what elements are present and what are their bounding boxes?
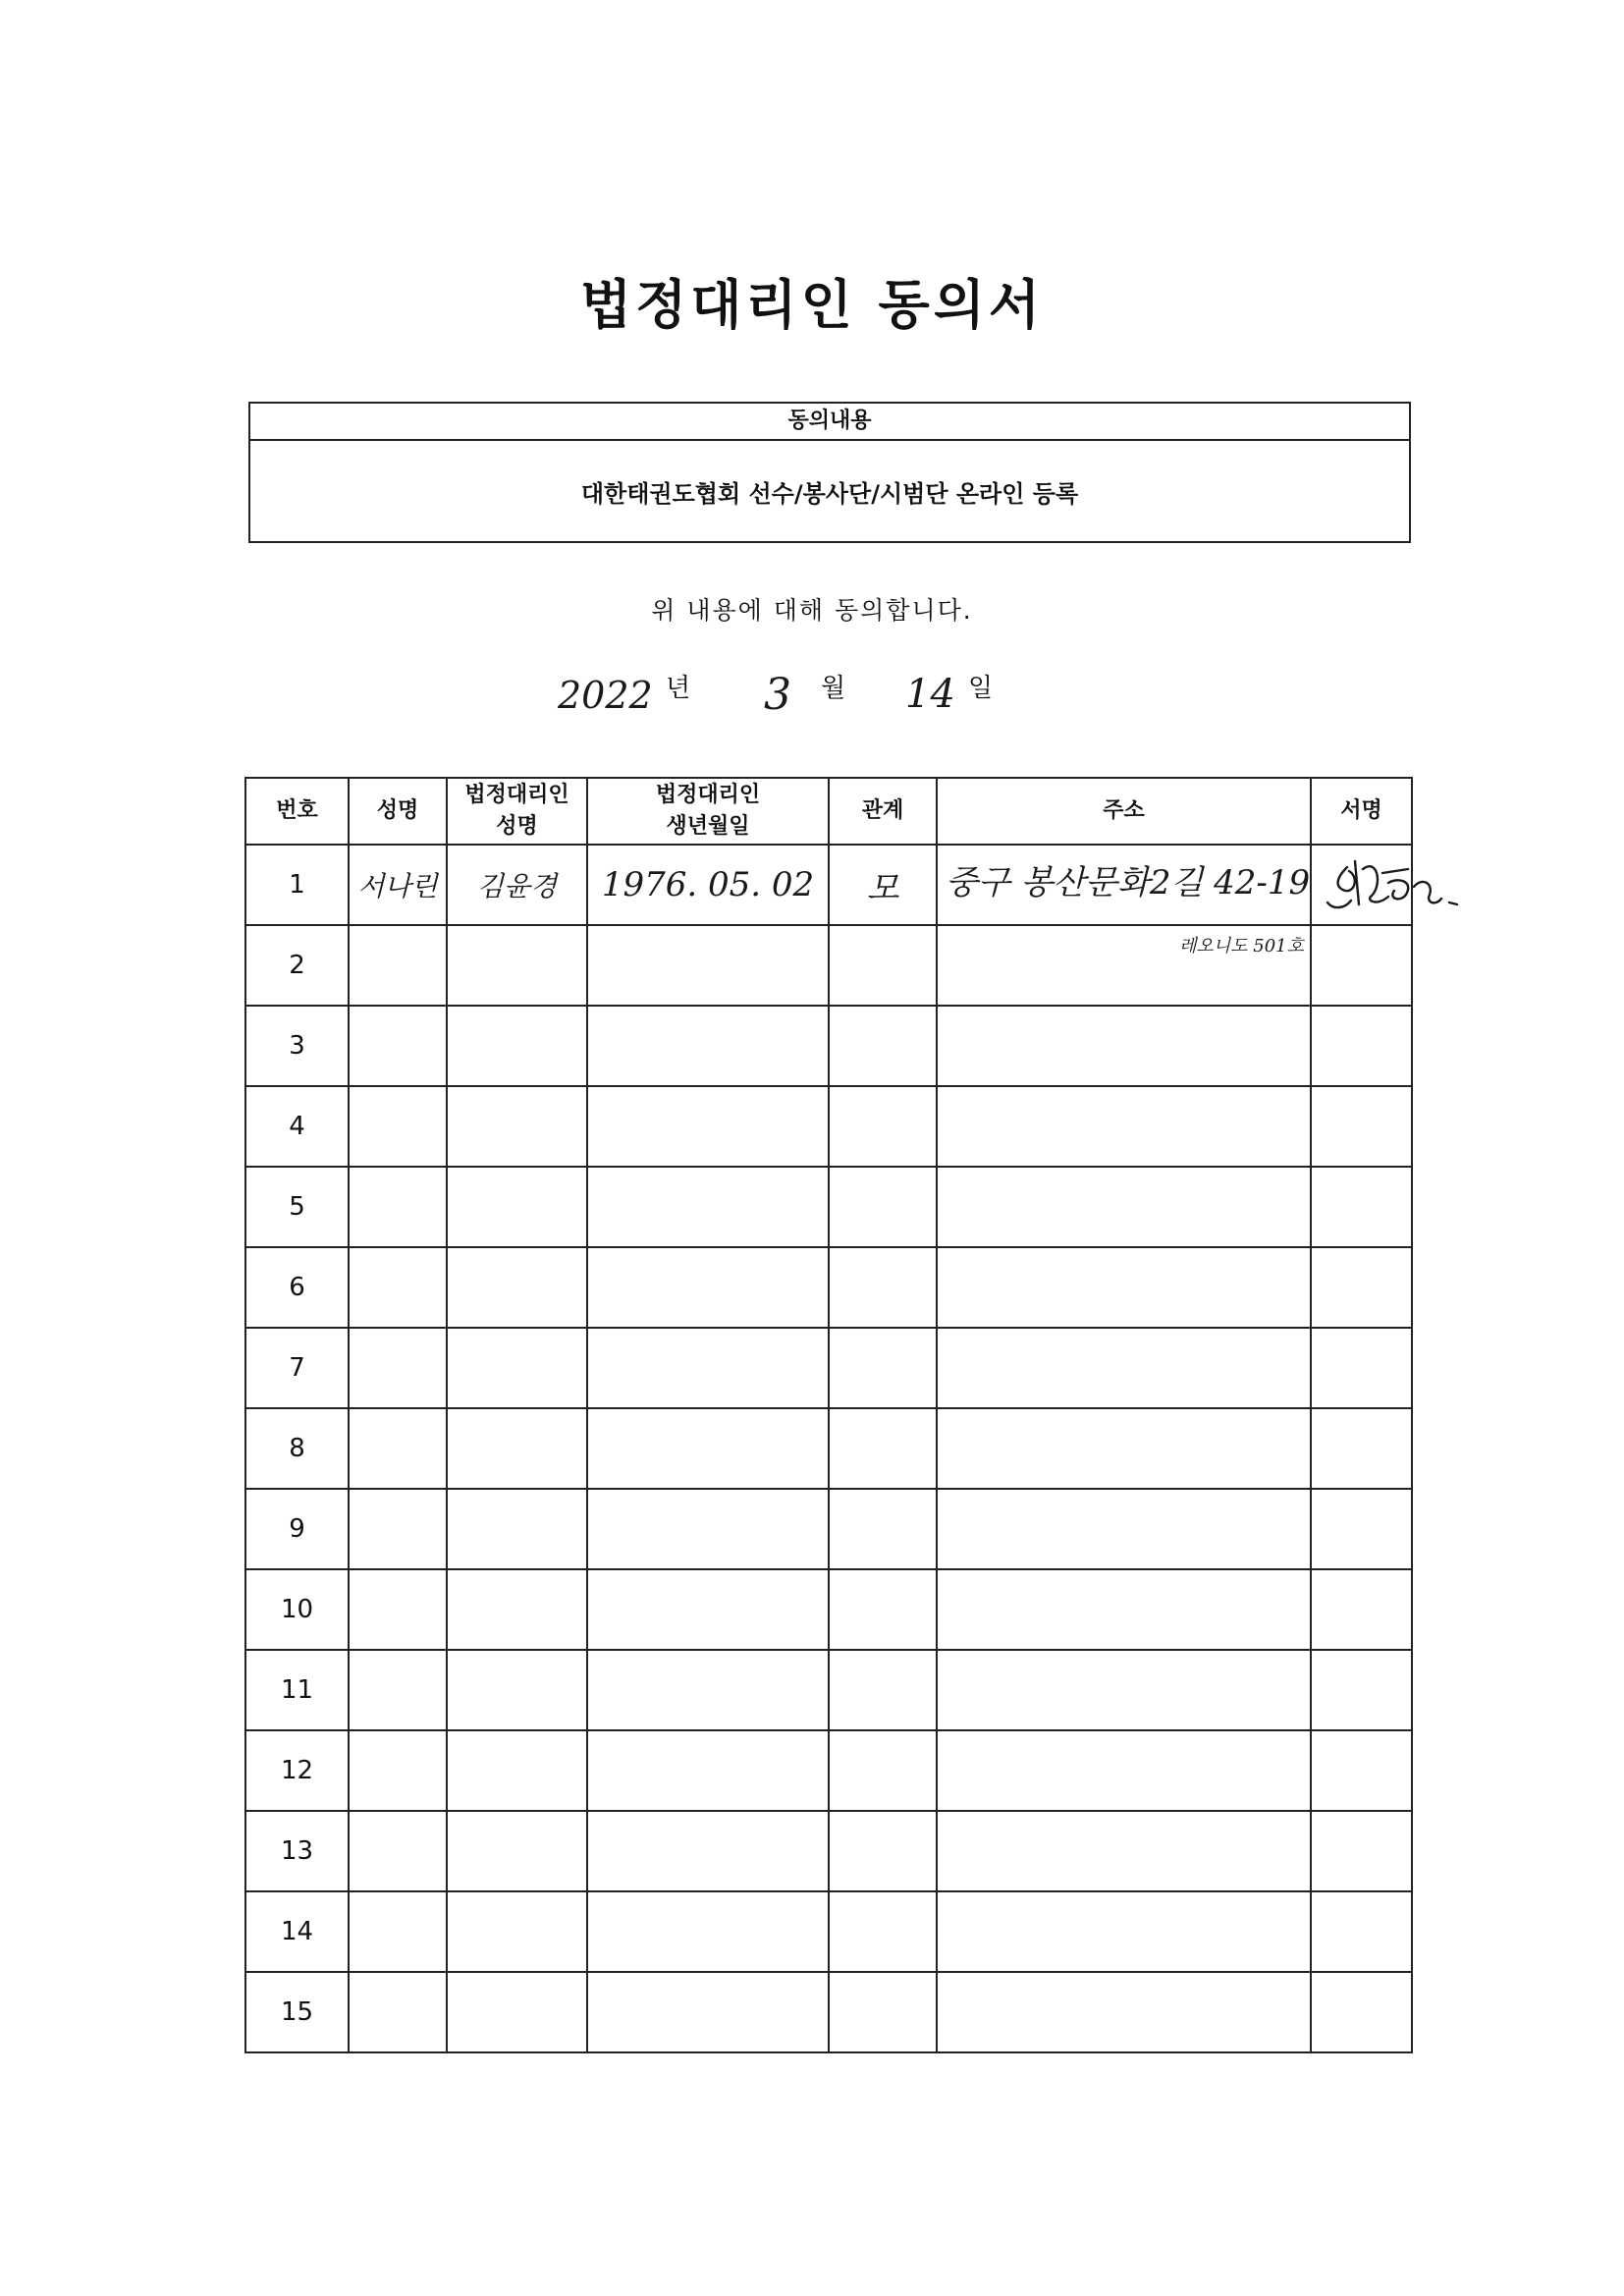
row-address [937,1167,1311,1247]
table-row [245,1972,1412,2052]
row-name [349,1891,447,1972]
row-guardian-birth [587,1167,829,1247]
header-relation: 관계 [829,778,937,845]
row-address [937,1489,1311,1569]
row-name [349,1972,447,2052]
row-signature [1311,1489,1412,1569]
row-signature [1311,1167,1412,1247]
row-signature [1311,1972,1412,2052]
row-no: 15 [245,1972,349,2052]
row-signature [1311,1891,1412,1972]
row-guardian-birth [587,1006,829,1086]
row-address [937,1891,1311,1972]
row-guardian-birth [587,1891,829,1972]
date-month-label: 월 [821,674,846,703]
row-guardian-birth [587,1730,829,1811]
row-no: 1 [245,845,349,925]
table-row [245,1891,1412,1972]
row-signature [1311,1811,1412,1891]
row-name [349,1247,447,1328]
row-no: 6 [245,1247,349,1328]
row-name [349,1167,447,1247]
row-signature [1311,1247,1412,1328]
table-row [245,1167,1412,1247]
row-address-main: 중구 봉산문화2길 42-19 [946,863,1311,902]
row-name [349,1328,447,1408]
row-no: 3 [245,1006,349,1086]
table-row [245,1408,1412,1489]
row-guardian-name [447,925,587,1006]
row-signature [1311,1006,1412,1086]
row-guardian-birth [587,1811,829,1891]
row-relation [829,1006,937,1086]
header-guardian-birth-line2: 생년월일 [666,814,750,839]
header-address: 주소 [937,778,1311,845]
row-guardian-birth [587,1650,829,1730]
row-guardian-birth [587,1972,829,2052]
table-header-row [245,778,1412,845]
row-address [937,1569,1311,1650]
header-guardian-birth-line1: 법정대리인 [655,783,761,807]
registration-table [244,777,1413,2053]
row-no: 12 [245,1730,349,1811]
row-signature [1311,1569,1412,1650]
row-guardian-name [447,1006,587,1086]
table-row [245,1811,1412,1891]
row-name [349,925,447,1006]
row-no: 8 [245,1408,349,1489]
row-guardian-name [447,1489,587,1569]
row-name [349,1086,447,1167]
table-row [245,1489,1412,1569]
header-signature: 서명 [1311,778,1412,845]
date-month: 3 [764,670,791,720]
table-row [245,1730,1412,1811]
header-guardian-name-line1: 법정대리인 [464,783,569,807]
row-relation [829,1408,937,1489]
row-address [937,845,1311,957]
row-relation [829,1086,937,1167]
row-guardian-birth [587,1489,829,1569]
row-relation [829,925,937,1006]
row-relation: 모 [829,845,937,925]
row-signature [1311,1086,1412,1167]
row-no: 5 [245,1167,349,1247]
row-no: 9 [245,1489,349,1569]
table-row [245,1328,1412,1408]
row-address [937,1006,1311,1086]
row-signature [1311,1408,1412,1489]
row-relation [829,1730,937,1811]
row-name [349,1811,447,1891]
row-guardian-birth [587,1328,829,1408]
row-name [349,1569,447,1650]
row-name [349,1006,447,1086]
consent-content: 대한태권도협회 선수/봉사단/시범단 온라인 등록 [580,479,1079,508]
row-relation [829,1811,937,1891]
row-guardian-name [447,1408,587,1489]
row-guardian-name [447,1086,587,1167]
table-row [245,1569,1412,1650]
signature-mark [1320,847,1467,922]
header-guardian-name-line2: 성명 [496,814,538,839]
row-no: 13 [245,1811,349,1891]
row-guardian-birth [587,1408,829,1489]
consent-box [248,402,1411,543]
row-guardian-name: 김윤경 [447,845,587,925]
row-guardian-name [447,1972,587,2052]
row-guardian-name [447,1569,587,1650]
row-name [349,1650,447,1730]
row-address [937,1408,1311,1489]
row-address [937,1328,1311,1408]
header-guardian-name [447,778,587,845]
row-relation [829,1891,937,1972]
table-body [245,845,1412,2052]
row-address [937,1811,1311,1891]
row-address [937,1730,1311,1811]
agree-statement: 위 내용에 대해 동의합니다. [651,596,973,625]
table-row [245,1086,1412,1167]
row-address [937,1247,1311,1328]
header-no: 번호 [245,778,349,845]
date-day: 14 [905,672,955,717]
row-relation [829,1569,937,1650]
row-signature [1311,845,1412,925]
row-guardian-name [447,1891,587,1972]
row-signature [1311,1650,1412,1730]
row-no: 14 [245,1891,349,1972]
date-day-label: 일 [968,674,994,703]
table-row [245,1006,1412,1086]
row-guardian-name [447,1811,587,1891]
row-name: 서나린 [349,845,447,925]
row-relation [829,1167,937,1247]
row-address [937,925,1311,1006]
table-row [245,1650,1412,1730]
row-guardian-name [447,1167,587,1247]
consent-header: 동의내용 [250,404,1409,441]
row-guardian-birth: 1976. 05. 02 [587,845,829,925]
row-no: 4 [245,1086,349,1167]
row-guardian-name [447,1650,587,1730]
row-address [937,1086,1311,1167]
row-name [349,1489,447,1569]
table-row [245,845,1412,925]
row-address-detail: 레오니도 501호 [1178,936,1304,957]
row-guardian-birth [587,1247,829,1328]
row-guardian-name [447,1328,587,1408]
header-name: 성명 [349,778,447,845]
row-name [349,1730,447,1811]
page-title: 법정대리인 동의서 [579,274,1045,336]
row-relation [829,1650,937,1730]
row-name [349,1408,447,1489]
row-relation [829,1247,937,1328]
row-address [937,1972,1311,2052]
row-no: 7 [245,1328,349,1408]
date-year: 2022 [558,674,653,717]
row-guardian-name [447,1730,587,1811]
date-year-label: 년 [666,674,691,703]
row-guardian-birth [587,1569,829,1650]
row-no: 10 [245,1569,349,1650]
header-guardian-birth [587,778,829,845]
row-guardian-birth [587,925,829,1006]
table-row [245,925,1412,1006]
row-no: 2 [245,925,349,1006]
row-guardian-birth [587,1086,829,1167]
row-signature [1311,1328,1412,1408]
row-no: 11 [245,1650,349,1730]
table-row [245,1247,1412,1328]
row-relation [829,1972,937,2052]
row-address [937,1650,1311,1730]
row-signature [1311,925,1412,1006]
row-relation [829,1328,937,1408]
row-guardian-name [447,1247,587,1328]
row-signature [1311,1730,1412,1811]
row-relation [829,1489,937,1569]
